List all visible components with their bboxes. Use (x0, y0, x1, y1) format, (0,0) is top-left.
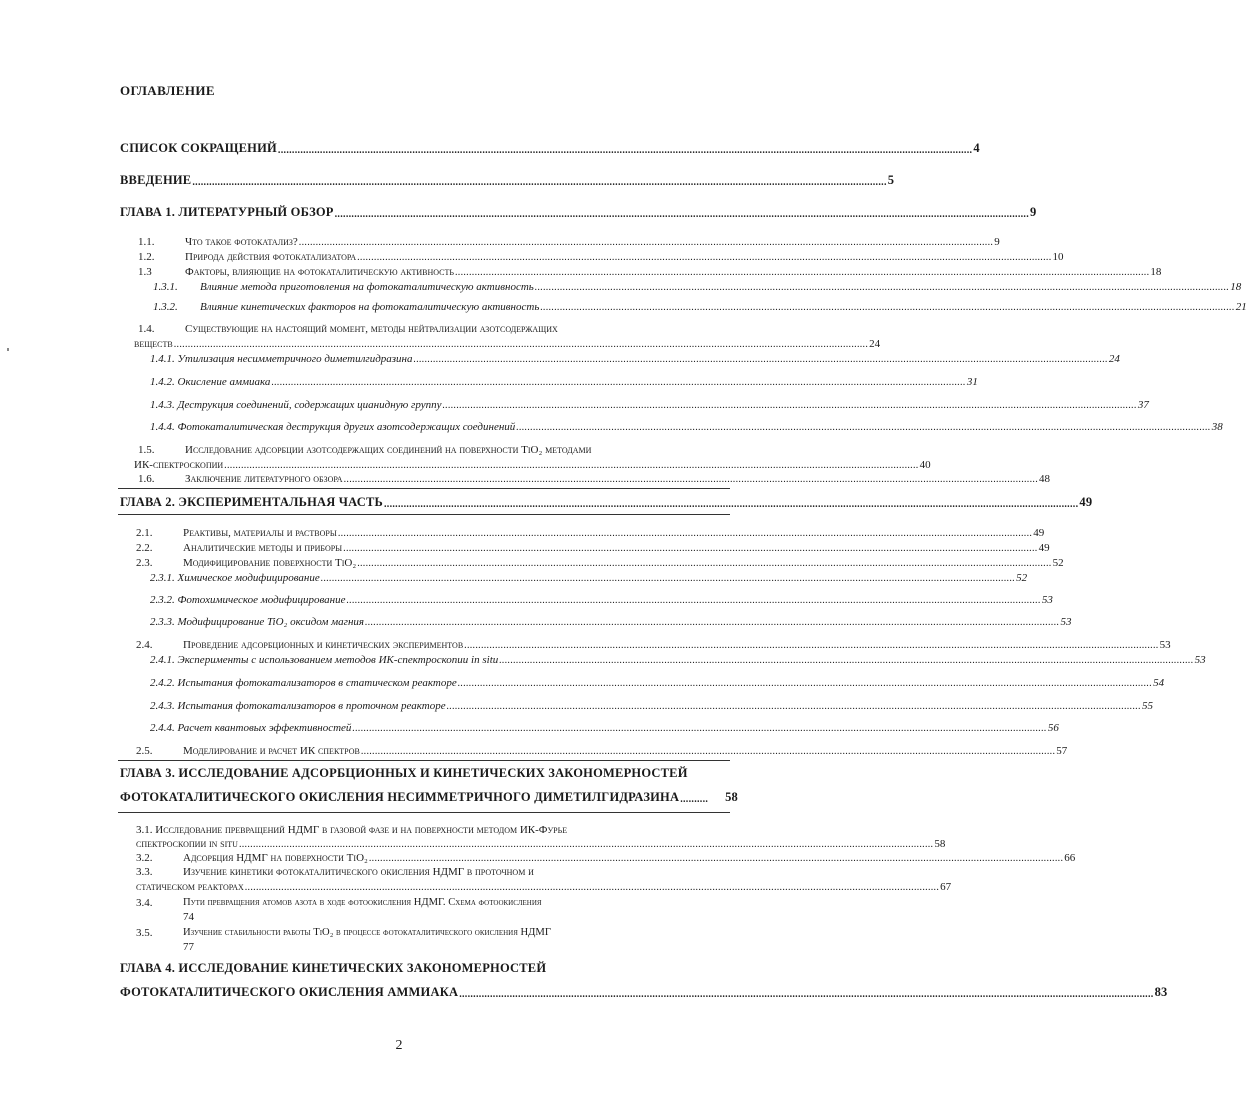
toc-entry-title: 2.3.3. Модифицирование TiO₂ оксидом магния (150, 616, 365, 628)
toc-entry-title-cont: ИК-спектроскопии (134, 459, 224, 471)
toc-entry-page: 38 (1211, 421, 1223, 433)
toc-section-number: 1.3.1. (153, 281, 178, 293)
dot-leader: ........................................................................................................................................................................................................................................................ (454, 267, 1150, 278)
toc-entry-page: 74 (183, 911, 194, 923)
dot-leader: ........................................................................................................................................................................................................................................................ (459, 989, 1154, 1000)
toc-entry-1-3-2[interactable] (200, 301, 1247, 313)
toc-section-number: 1.1. (138, 236, 155, 248)
toc-entry-page: 37 (1137, 399, 1149, 411)
toc-entry-page: 9 (1030, 205, 1037, 219)
toc-entry-2-4-1[interactable] (150, 654, 1206, 666)
toc-entry-page: 77 (183, 941, 194, 953)
toc-entry-3-4-title[interactable]: Пути превращения атомов азота в ходе фотоокисления НДМГ. Схема фотоокисления (183, 897, 542, 908)
toc-entry-title-cont: спектроскопии in situ (136, 838, 238, 850)
toc-entry-1-2[interactable] (185, 251, 1064, 263)
toc-chapter-title: ГЛАВА 4. ИССЛЕДОВАНИЕ КИНЕТИЧЕСКИХ ЗАКОНОМЕРНОСТЕЙ (120, 961, 547, 975)
toc-entry-chapter-3[interactable] (120, 790, 738, 805)
dot-leader: ........................................................................................................................................................................................................................................................ (334, 209, 1030, 220)
page-number: 2 (395, 1038, 403, 1053)
toc-entry-page: 56 (1047, 722, 1059, 734)
divider (118, 488, 730, 489)
dot-leader: ........................................................................................................................................................................................................................................................ (357, 558, 1052, 569)
toc-section-number: 1.2. (138, 251, 155, 263)
toc-entry-1-4[interactable] (134, 338, 881, 350)
dot-leader: ........................................................................................................................................................................................................................................................ (516, 422, 1211, 433)
toc-section-number: 2.5. (136, 745, 153, 757)
toc-entry-page: 53 (1060, 616, 1072, 628)
toc-entry-1-4-4[interactable] (150, 421, 1223, 433)
toc-entry-page: 52 (1016, 572, 1028, 584)
toc-section-number: 1.4. (138, 323, 155, 335)
toc-section-number: 2.1. (136, 527, 153, 539)
toc-entry-title: СПИСОК СОКРАЩЕНИЙ (120, 141, 277, 155)
toc-entry-title: Влияние кинетических факторов на фотокаталитическую активность (200, 301, 540, 313)
toc-entry-title: Проведение адсорбционных и кинетических экспериментов (183, 639, 464, 651)
toc-entry-page: 9 (994, 236, 1000, 248)
toc-entry-title: 2.4.4. Расчет квантовых эффективностей (150, 722, 352, 734)
toc-entry-page: 67 (940, 881, 952, 893)
toc-entry-title: ГЛАВА 2. ЭКСПЕРИМЕНТАЛЬНАЯ ЧАСТЬ (120, 495, 383, 509)
divider (118, 812, 730, 813)
toc-section-number: 3.2. (136, 852, 153, 864)
toc-entry-3-1[interactable] (136, 838, 946, 850)
toc-entry-title: Природа действия фотокатализатора (185, 251, 357, 263)
toc-entry-2-4-3[interactable] (150, 700, 1153, 712)
toc-entry-2-4-2[interactable] (150, 677, 1165, 689)
dot-leader: ........................................................................................................................................................................................................................................................ (320, 573, 1016, 584)
toc-entry-page: 53 (1194, 654, 1206, 666)
toc-section-number: 3.4. (136, 897, 153, 909)
toc-entry-2-3-3[interactable] (150, 616, 1072, 628)
toc-section-number: 2.4. (136, 639, 153, 651)
toc-entry-page: 53 (1041, 594, 1053, 606)
dot-leader: ........................................................................................................................................................................................................................................................ (540, 302, 1235, 313)
toc-entry-title: ВВЕДЕНИЕ (120, 173, 192, 187)
toc-entry-page: 66 (1064, 852, 1076, 864)
toc-entry-title: 2.4.3. Испытания фотокатализаторов в проточном реакторе (150, 700, 446, 712)
toc-entry-2-4-4[interactable] (150, 722, 1059, 734)
toc-entry-title: Модифицирование поверхности TiO₂ (183, 557, 357, 569)
toc-entry-1-4-3[interactable] (150, 399, 1149, 411)
toc-entry-title-cont: веществ (134, 338, 173, 350)
dot-leader: ........................................................................................................................................................................................................................................................ (343, 474, 1038, 485)
toc-entry-3-3[interactable] (136, 881, 952, 893)
toc-entry-introduction[interactable] (120, 173, 895, 188)
toc-entry-title: Исследование адсорбции азотсодержащих соединений на поверхности TiO₂ методами (185, 444, 592, 456)
toc-entry-title-cont: статическом реакторах (136, 881, 244, 893)
dot-leader: ........................................................................................................................................................................................................................................................ (271, 377, 966, 388)
toc-entry-chapter-2[interactable] (120, 495, 1093, 510)
toc-entry-1-4-1[interactable] (150, 353, 1120, 365)
toc-entry-1-5[interactable] (134, 459, 931, 471)
dot-leader: ........................................................................................................................................................................................................................................................ (442, 400, 1137, 411)
dot-leader: ........................................................................................................................................................................................................................................................ (224, 460, 919, 471)
toc-section-number: 2.3. (136, 557, 153, 569)
dot-leader: ........................................................................................................................................................................................................................................................ (298, 237, 994, 248)
toc-section-number: 3.5. (136, 927, 153, 939)
toc-entry-title: 1.4.2. Окисление аммиака (150, 376, 271, 388)
toc-section-number: 1.5. (138, 444, 155, 456)
toc-entry-page: 21 (1235, 301, 1247, 313)
dot-leader: ........................................................................................................................................................................................................................................................ (238, 839, 934, 850)
toc-entry-chapter-1[interactable] (120, 205, 1037, 220)
toc-entry-title: 2.4.2. Испытания фотокатализаторов в статическом реакторе (150, 677, 457, 689)
dot-leader: ........................................................................................................................................................................................................................................................ (244, 882, 940, 893)
toc-entry-title: Что такое фотокатализ? (185, 236, 298, 248)
toc-entry-page: 57 (1056, 745, 1068, 757)
dot-leader: ........................................................................................................................................................................................................................................................ (457, 678, 1153, 689)
toc-entry-page: 49 (1033, 527, 1045, 539)
dot-leader: ........................................................................................................................................................................................................................................................ (365, 617, 1060, 628)
toc-entry-2-4[interactable] (183, 639, 1171, 651)
dot-leader: ........................................................................................................................................................................................................................................................ (413, 354, 1108, 365)
divider (118, 760, 730, 761)
toc-entry-page: 18 (1150, 266, 1162, 278)
toc-entry-title: Моделирование и расчет ИК спектров (183, 745, 360, 757)
toc-entry-page: 58 (934, 838, 946, 850)
toc-entry-title: 1.4.3. Деструкция соединений, содержащих цианидную группу (150, 399, 442, 411)
toc-entry-page: 5 (887, 173, 895, 187)
toc-section-number: 1.3 (138, 266, 152, 278)
toc-entry-1-3[interactable] (185, 266, 1162, 278)
dot-leader: ........................................................................................................................................................................................................................................................ (464, 640, 1159, 651)
toc-entry-2-3[interactable] (183, 557, 1064, 569)
toc-entry-title: 2.4.1. Эксперименты с использованием методов ИК-спектроскопии in situ (150, 654, 499, 666)
toc-entry-page: 49 (1079, 495, 1093, 509)
dot-leader: ........................................................................................................................................................................................................................................................ (192, 177, 887, 188)
toc-entry-title: Влияние метода приготовления на фотокаталитическую активность (200, 281, 534, 293)
toc-entry-2-1[interactable] (183, 527, 1045, 539)
dot-leader: ........................................................................................................................................................................................................................................................ (346, 595, 1041, 606)
toc-entry-page: 83 (1154, 985, 1168, 999)
toc-entry-page: 4 (973, 141, 980, 155)
toc-section-number: 1.6. (138, 473, 155, 485)
dot-leader: ........................................................................................................................................................................................................................................................ (173, 339, 869, 350)
dot-leader: ........................................................................................................................................................................................................................................................ (352, 723, 1047, 734)
toc-entry-title: Заключение литературного обзора (185, 473, 343, 485)
toc-entry-title: 2.3.1. Химическое модифицирование (150, 572, 320, 584)
toc-entry-chapter-4[interactable] (120, 985, 1168, 1000)
toc-entry-title: Факторы, влияющие на фотокаталитическую активность (185, 266, 454, 278)
toc-entry-title: 2.3.2. Фотохимическое модифицирование (150, 594, 346, 606)
toc-section-number: 2.2. (136, 542, 153, 554)
page-title: ОГЛАВЛЕНИЕ (120, 83, 215, 98)
toc-entry-title-cont: ФОТОКАТАЛИТИЧЕСКОГО ОКИСЛЕНИЯ НЕСИММЕТРИЧНОГО ДИМЕТИЛГИДРАЗИНА (120, 790, 680, 804)
toc-entry-title: Существующие на настоящий момент, методы нейтрализации азотсодержащих (185, 323, 558, 335)
toc-entry-title: Изучение кинетики фотокаталитического окисления НДМГ в проточном и (183, 866, 534, 878)
toc-entry-page: 31 (966, 376, 978, 388)
dot-leader: ........................................................................................................................................................................................................................................................ (499, 655, 1194, 666)
dot-leader: ........................................................................................................................................................................................................................................................ (446, 701, 1141, 712)
dot-leader: ........................................................................................................................................................................................................................................................ (337, 528, 1033, 539)
toc-entry-page: 10 (1052, 251, 1064, 263)
toc-entry-page: 24 (1108, 353, 1120, 365)
toc-entry-2-3-1[interactable] (150, 572, 1028, 584)
toc-entry-3-2[interactable] (183, 852, 1076, 864)
dot-leader: ........................................................................................................................................................................................................................................................ (368, 853, 1064, 864)
toc-entry-title: ГЛАВА 1. ЛИТЕРАТУРНЫЙ ОБЗОР (120, 205, 334, 219)
divider (118, 514, 730, 515)
toc-entry-2-2[interactable] (183, 542, 1050, 554)
toc-entry-2-5[interactable] (183, 745, 1068, 757)
toc-entry-title: 1.4.4. Фотокаталитическая деструкция других азотсодержащих соединений (150, 421, 516, 433)
toc-entry-title: 3.1. Исследование превращений НДМГ в газовой фазе и на поверхности методом ИК-Фурье (136, 824, 568, 836)
toc-entry-page: 58 (725, 790, 738, 804)
toc-entry-1-3-1[interactable] (200, 281, 1242, 293)
toc-chapter-title: ГЛАВА 3. ИССЛЕДОВАНИЕ АДСОРБЦИОННЫХ И КИНЕТИЧЕСКИХ ЗАКОНОМЕРНОСТЕЙ (120, 766, 688, 780)
toc-entry-page: 55 (1142, 700, 1153, 712)
toc-entry-title: Адсорбция НДМГ на поверхности TiO₂ (183, 852, 368, 864)
dot-leader: ........................................................................................................................................................................................................................................................ (383, 499, 1079, 510)
scan-mark (7, 348, 9, 351)
toc-entry-2-3-2[interactable] (150, 594, 1053, 606)
toc-entry-title: 1.4.1. Утилизация несимметричного диметилгидразина (150, 353, 413, 365)
dot-leader: ........................................................................................................................................................................................................................................................ (277, 145, 973, 156)
toc-entry-title: Реактивы, материалы и растворы (183, 527, 337, 539)
toc-entry-page: 24 (869, 338, 881, 350)
toc-entry-page: 54 (1153, 677, 1165, 689)
toc-entry-page: 53 (1159, 639, 1171, 651)
toc-entry-page: 18 (1230, 281, 1242, 293)
toc-entry-page: 49 (1038, 542, 1050, 554)
dot-leader: .......... (680, 794, 709, 805)
toc-entry-1-4-2[interactable] (150, 376, 978, 388)
toc-entry-page: 52 (1052, 557, 1064, 569)
toc-entry-title-cont: ФОТОКАТАЛИТИЧЕСКОГО ОКИСЛЕНИЯ АММИАКА (120, 985, 459, 999)
toc-entry-abbreviations[interactable] (120, 141, 980, 156)
toc-entry-page: 40 (919, 459, 931, 471)
toc-entry-page: 48 (1039, 473, 1050, 485)
toc-section-number: 1.3.2. (153, 301, 178, 313)
dot-leader: ........................................................................................................................................................................................................................................................ (360, 746, 1056, 757)
dot-leader: ........................................................................................................................................................................................................................................................ (357, 252, 1052, 263)
toc-entry-title: Аналитические методы и приборы (183, 542, 343, 554)
toc-entry-1-6[interactable] (185, 473, 1050, 485)
toc-section-number: 3.3. (136, 866, 153, 878)
dot-leader: ........................................................................................................................................................................................................................................................ (534, 282, 1230, 293)
dot-leader: ........................................................................................................................................................................................................................................................ (343, 543, 1038, 554)
toc-entry-3-5-title[interactable]: Изучение стабильности работы TiO₂ в процессе фотокаталитического окисления НДМГ (183, 927, 551, 938)
toc-entry-1-1[interactable] (185, 236, 1000, 248)
